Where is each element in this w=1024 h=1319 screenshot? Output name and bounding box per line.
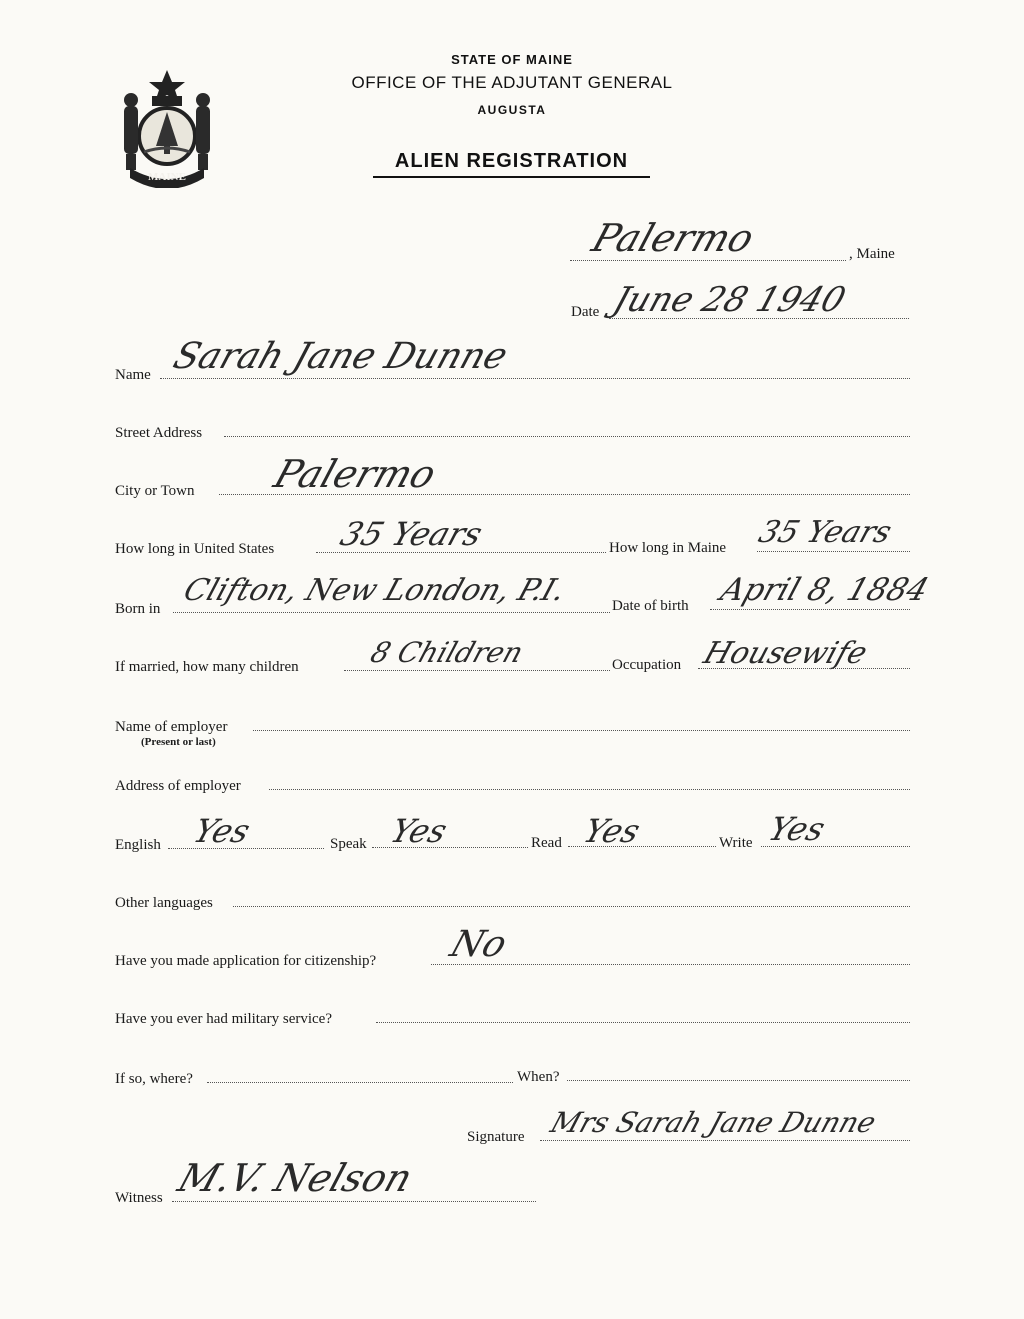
employer-line — [253, 730, 910, 731]
form-title: ALIEN REGISTRATION — [373, 150, 650, 178]
when-line — [567, 1080, 910, 1081]
office-heading: OFFICE OF THE ADJUTANT GENERAL — [351, 73, 673, 92]
signature-label: Signature — [467, 1129, 525, 1145]
employer-sublabel: (Present or last) — [141, 736, 216, 748]
write-label: Write — [719, 835, 753, 851]
place-suffix: , Maine — [849, 246, 895, 262]
in-maine-label: How long in Maine — [609, 540, 727, 556]
read-label: Read — [531, 835, 562, 851]
dob-value: April 8, 1884 — [716, 572, 933, 608]
born-in-value: Clifton, New London, P.I. — [179, 573, 570, 608]
occupation-value: Housewife — [699, 636, 872, 671]
write-value: Yes — [763, 810, 830, 848]
english-label: English — [115, 837, 161, 853]
read-value: Yes — [578, 812, 645, 850]
born-in-line — [173, 612, 610, 613]
citizenship-value: No — [445, 924, 512, 965]
where-line — [207, 1082, 513, 1083]
other-languages-line — [233, 906, 910, 907]
witness-label: Witness — [115, 1190, 163, 1206]
military-line — [376, 1022, 910, 1023]
when-label: When? — [517, 1069, 560, 1085]
place-value: Palermo — [586, 216, 760, 260]
employer-address-line — [269, 789, 910, 790]
citizenship-label: Have you made application for citizenship? — [115, 953, 377, 969]
other-languages-label: Other languages — [115, 895, 213, 911]
military-label: Have you ever had military service? — [115, 1011, 332, 1027]
street-label: Street Address — [115, 425, 203, 441]
citizenship-line — [431, 964, 910, 965]
where-label: If so, where? — [115, 1071, 193, 1087]
place-line — [570, 260, 846, 261]
in-us-label: How long in United States — [115, 541, 275, 557]
in-maine-value: 35 Years — [754, 515, 896, 550]
speak-value: Yes — [385, 812, 452, 850]
occupation-label: Occupation — [612, 657, 682, 673]
dob-label: Date of birth — [612, 598, 689, 614]
english-value: Yes — [188, 812, 255, 850]
children-value: 8 Children — [366, 636, 528, 669]
street-line — [224, 436, 910, 437]
children-label: If married, how many children — [115, 659, 299, 675]
witness-value: M.V. Nelson — [172, 1156, 418, 1200]
children-line — [344, 670, 610, 671]
name-label: Name — [115, 367, 151, 383]
employer-address-label: Address of employer — [115, 778, 241, 794]
dob-line — [710, 609, 910, 610]
seal-text: MAINE — [148, 171, 186, 183]
speak-label: Speak — [330, 836, 367, 852]
born-in-label: Born in — [115, 601, 161, 617]
date-label: Date — [571, 304, 600, 320]
in-maine-line — [757, 551, 910, 552]
state-heading: STATE OF MAINE — [451, 52, 573, 67]
signature-line — [540, 1140, 910, 1141]
signature-value: Mrs Sarah Jane Dunne — [546, 1106, 881, 1139]
date-value: June 28 1940 — [608, 280, 851, 320]
city-town-value: Palermo — [268, 452, 442, 496]
employer-label: Name of employer — [115, 719, 228, 735]
name-line — [160, 378, 910, 379]
city-heading: AUGUSTA — [477, 103, 547, 117]
in-us-value: 35 Years — [335, 515, 488, 553]
witness-line — [172, 1201, 536, 1202]
name-value: Sarah Jane Dunne — [168, 336, 513, 377]
city-town-label: City or Town — [115, 483, 195, 499]
